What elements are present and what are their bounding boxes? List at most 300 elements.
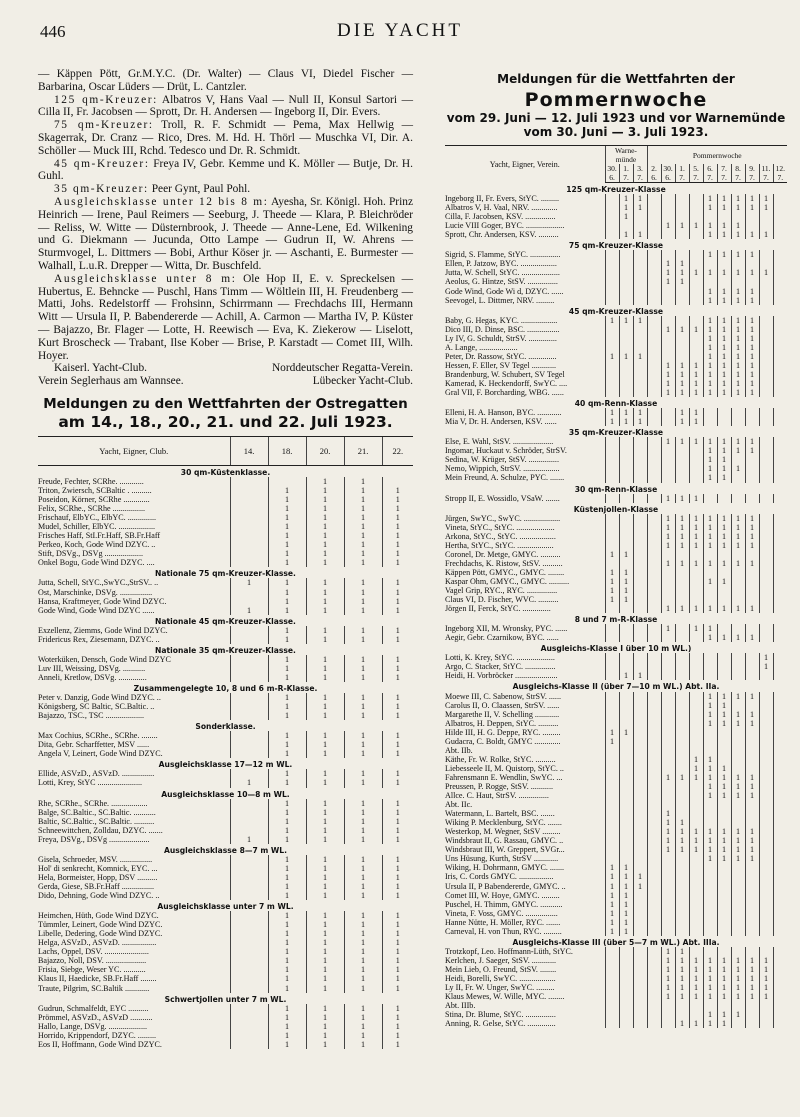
race-entry-mark: 1 [661,845,675,854]
yacht-entry: Kamerad, K. Heckendorff, SwYC. .... [445,378,568,388]
race-entry-mark: 1 [619,212,633,221]
race-entry-mark [230,965,268,974]
race-entry-mark [759,1001,773,1010]
class-heading-row [445,397,787,408]
table-row [445,287,787,296]
race-entry-mark [633,379,647,388]
race-entry-mark: 1 [306,588,344,597]
race-entry-mark [731,1019,745,1028]
race-entry-mark [633,891,647,900]
yacht-entry: Else, E. Wahl, StSV. .................... [445,437,554,447]
race-entry-mark [689,671,703,680]
table-row [38,578,413,587]
race-entry-mark: 1 [717,1010,731,1019]
race-entry-mark [633,818,647,827]
yacht-entry: Dita, Gebr. Scharffetter, MSV ...... [38,740,150,750]
race-entry-mark: 1 [675,388,689,397]
race-entry-mark: 1 [717,992,731,1001]
race-entry-mark [773,882,787,891]
race-entry-mark [661,203,675,212]
yacht-entry: Wiking P. Mecklenburg, StYC. ....... [445,818,562,828]
race-entry-mark: 1 [717,773,731,782]
yacht-entry: Baby, G. Hegas, KYC. .................. [445,315,558,325]
race-entry-mark: 1 [268,588,306,597]
table-row [38,702,413,711]
column-header-date: 14. [230,436,268,465]
race-entry-mark [605,764,619,773]
race-entry-mark [605,532,619,541]
race-entry-mark [230,664,268,673]
race-entry-mark [717,872,731,881]
class-heading-row [445,936,787,947]
table-row [445,927,787,936]
race-entry-mark: 1 [731,965,745,974]
yacht-entry: Anning, R. Gelse, StYC. .............. [445,1019,556,1029]
race-entry-mark [661,417,675,426]
race-entry-mark [717,728,731,737]
race-entry-mark [717,947,731,956]
race-entry-mark: 1 [230,778,268,787]
race-entry-mark [647,983,661,992]
race-entry-mark: 1 [382,965,413,974]
race-entry-mark [647,370,661,379]
race-entry-mark [633,956,647,965]
race-entry-mark [619,764,633,773]
race-entry-mark [619,334,633,343]
table-row [38,477,413,486]
race-entry-mark: 1 [675,532,689,541]
race-entry-mark [633,559,647,568]
race-entry-mark [745,473,759,482]
race-entry-mark [661,352,675,361]
race-entry-mark [605,446,619,455]
race-entry-mark [773,845,787,854]
race-entry-mark [647,417,661,426]
yacht-entry: Max Cochius, SCRhe., SCRhe. ........ [38,731,158,741]
race-entry-mark [759,550,773,559]
race-entry-mark [675,550,689,559]
race-entry-mark [759,773,773,782]
race-entry-mark [633,568,647,577]
race-entry-mark [647,746,661,755]
race-entry-mark [619,947,633,956]
race-entry-mark [230,911,268,920]
race-entry-mark [647,343,661,352]
race-entry-mark [633,755,647,764]
race-entry-mark [675,577,689,586]
race-entry-mark: 1 [306,693,344,702]
yacht-entry: A. Lange, ................... [445,342,518,352]
entries-paragraph-45qm [38,158,413,184]
yacht-entry: Mudel, Schiller, ElbYC. .................. [38,522,156,532]
race-entry-mark: 1 [306,873,344,882]
race-entry-mark [689,259,703,268]
race-entry-mark: 1 [731,268,745,277]
race-entry-mark: 1 [344,965,382,974]
race-entry-mark [605,494,619,503]
race-entry-mark [619,992,633,1001]
race-entry-mark: 1 [268,549,306,558]
race-entry-mark [773,296,787,305]
race-entry-mark [773,836,787,845]
race-entry-mark: 1 [717,473,731,482]
race-entry-mark: 1 [268,693,306,702]
race-entry-mark: 1 [605,909,619,918]
race-entry-mark [773,900,787,909]
race-entry-mark [647,845,661,854]
table-row [445,577,787,586]
race-entry-mark: 1 [306,673,344,682]
race-entry-mark [745,947,759,956]
table-row [445,882,787,891]
race-entry-mark [605,653,619,662]
race-entry-mark [759,586,773,595]
race-entry-mark [661,568,675,577]
race-entry-mark: 1 [619,550,633,559]
race-entry-mark [661,863,675,872]
race-entry-mark [773,259,787,268]
race-entry-mark: 1 [703,845,717,854]
race-entry-mark: 1 [344,808,382,817]
race-entry-mark: 1 [759,983,773,992]
race-entry-mark [689,464,703,473]
table-row [38,711,413,720]
race-entry-mark: 1 [703,764,717,773]
class-heading-row [38,900,413,911]
race-entry-mark: 1 [731,446,745,455]
yacht-entry: Mein Freund, A. Schulze, PYC. ....... [445,473,565,483]
race-entry-mark: 1 [731,854,745,863]
race-entry-mark: 1 [661,325,675,334]
race-entry-mark [759,633,773,642]
pommernwoche-title: Pommernwoche [524,89,708,111]
race-entry-mark: 1 [703,604,717,613]
race-entry-mark: 1 [675,947,689,956]
race-entry-mark: 1 [689,523,703,532]
race-entry-mark: 1 [306,817,344,826]
race-entry-mark: 1 [703,203,717,212]
race-entry-mark: 1 [675,259,689,268]
race-entry-mark [605,624,619,633]
race-entry-mark: 1 [382,1022,413,1031]
race-entry-mark [619,965,633,974]
race-entry-mark: 1 [675,325,689,334]
race-entry-mark: 1 [675,437,689,446]
race-entry-mark: 1 [268,513,306,522]
yacht-entry: Heidi, Borelli, SwYC. .................. [445,973,556,983]
race-entry-mark [759,800,773,809]
race-entry-mark: 1 [703,1010,717,1019]
yacht-entry: Gode Wind, Gode Wi d, DZYC. ...... [445,286,564,296]
race-entry-mark [661,791,675,800]
race-entry-mark [689,1001,703,1010]
race-entry-mark [230,1031,268,1040]
yacht-entry: Moewe III, C. Sabenow, StrSV. ...... [445,691,562,701]
yacht-entry: Sigrid, S. Flamme, StYC. ............... [445,250,561,260]
race-entry-mark: 1 [619,927,633,936]
race-entry-mark: 1 [675,370,689,379]
table-row [445,277,787,286]
race-entry-mark: 1 [605,595,619,604]
race-entry-mark [703,728,717,737]
race-entry-mark: 1 [382,578,413,587]
race-entry-mark [773,854,787,863]
table-row [445,701,787,710]
race-entry-mark [731,918,745,927]
race-entry-mark [605,250,619,259]
race-entry-mark [647,633,661,642]
table-row [445,891,787,900]
yacht-entry: Aeolus, G. Hintze, StSV. ............... [445,277,558,287]
race-entry-mark: 1 [268,531,306,540]
race-entry-mark [717,671,731,680]
race-entry-mark [619,662,633,671]
table-row [445,437,787,446]
race-entry-mark [675,203,689,212]
race-entry-mark [717,417,731,426]
race-entry-mark [230,826,268,835]
yacht-entry: Heimchen, Hüth, Gode Wind DZYC. [38,911,159,921]
race-entry-mark: 1 [382,522,413,531]
yacht-entry: Jutta, W. Schell, StYC. ................... [445,268,560,278]
race-entry-mark: 1 [731,221,745,230]
race-entry-mark [675,900,689,909]
race-entry-mark: 1 [731,541,745,550]
race-entry-mark [759,259,773,268]
race-entry-mark [619,737,633,746]
race-entry-mark: 1 [703,983,717,992]
class-heading: Nationale 35 qm-Kreuzer-Klasse. [155,645,296,655]
race-entry-mark [605,437,619,446]
class-label: Ausgleichsklasse unter 8 m: [54,272,237,285]
race-entry-mark: 1 [268,1004,306,1013]
class-heading-row [445,613,787,624]
race-entry-mark [717,737,731,746]
race-entry-mark [731,259,745,268]
race-entry-mark: 1 [675,417,689,426]
race-entry-mark: 1 [306,974,344,983]
race-entry-mark: 1 [382,513,413,522]
race-entry-mark: 1 [759,653,773,662]
race-entry-mark: 1 [675,277,689,286]
race-entry-mark: 1 [717,268,731,277]
yacht-entry: Baltic, SC.Baltic., SC.Baltic. .......... [38,816,155,826]
yacht-entry: Windsbraut II, G. Rassau, GMYC. .. [445,836,564,846]
race-entry-mark: 1 [689,325,703,334]
race-entry-mark [689,352,703,361]
race-entry-mark: 1 [661,361,675,370]
race-entry-mark [759,361,773,370]
race-entry-mark: 1 [382,882,413,891]
race-entry-mark: 1 [306,540,344,549]
race-entry-mark [689,653,703,662]
race-entry-mark [675,800,689,809]
race-entry-mark [731,900,745,909]
race-entry-mark: 1 [661,277,675,286]
race-entry-mark [647,455,661,464]
race-entry-mark: 1 [306,655,344,664]
race-entry-mark: 1 [633,203,647,212]
yacht-entry: Balge, SC.Baltic., SC.Baltic. ........... [38,807,156,817]
race-entry-mark [731,737,745,746]
race-entry-mark [703,947,717,956]
race-entry-mark: 1 [675,836,689,845]
race-entry-mark: 1 [268,606,306,615]
race-entry-mark [619,773,633,782]
race-entry-mark: 1 [745,343,759,352]
race-entry-mark: 1 [745,316,759,325]
yacht-entry: Ingomar, Huckaut v. Schröder, StrSV. [445,446,567,456]
race-entry-mark [647,854,661,863]
race-entry-mark [759,212,773,221]
race-entry-mark [717,927,731,936]
race-entry-mark: 1 [230,835,268,844]
column-header-date: 7. 7. [717,164,731,183]
race-entry-mark [647,671,661,680]
race-entry-mark [633,965,647,974]
table-row [445,212,787,221]
race-entry-mark: 1 [619,417,633,426]
race-entry-mark: 1 [605,550,619,559]
class-heading: Nationale 45 qm-Kreuzer-Klasse. [155,616,296,626]
race-entry-mark [773,361,787,370]
class-heading-row [445,239,787,250]
race-entry-mark [633,604,647,613]
race-entry-mark [647,956,661,965]
race-entry-mark [689,1010,703,1019]
race-entry-mark [731,473,745,482]
race-entry-mark: 1 [633,408,647,417]
race-entry-mark [647,559,661,568]
race-entry-mark: 1 [306,664,344,673]
race-entry-mark [759,692,773,701]
class-heading-row [445,680,787,691]
yacht-entry: Hol' di senkrecht, Komnick, EYC. ... [38,863,158,873]
table-row [445,909,787,918]
race-entry-mark [605,845,619,854]
race-entry-mark [745,277,759,286]
race-entry-mark [605,992,619,1001]
race-entry-mark [619,983,633,992]
table-row [38,635,413,644]
right-column [445,68,787,1028]
race-entry-mark: 1 [689,370,703,379]
race-entry-mark: 1 [717,956,731,965]
race-entry-mark [661,250,675,259]
race-entry-mark [689,891,703,900]
race-entry-mark [675,296,689,305]
race-entry-mark [759,909,773,918]
yacht-entry: Frisches Haff, StI.Fr.Haff, SB.Fr.Haff [38,531,161,541]
class-heading-row [445,503,787,514]
race-entry-mark: 1 [731,983,745,992]
table-row [38,540,413,549]
race-entry-mark: 1 [633,882,647,891]
race-entry-mark [647,662,661,671]
race-entry-mark [647,965,661,974]
race-entry-mark [689,595,703,604]
table-row [445,836,787,845]
race-entry-mark [689,296,703,305]
race-entry-mark [230,855,268,864]
race-entry-mark [759,872,773,881]
race-entry-mark [759,296,773,305]
race-entry-mark [717,800,731,809]
column-header-date: 30. 6. [605,164,619,183]
race-entry-mark: 1 [717,974,731,983]
race-entry-mark: 1 [382,693,413,702]
race-entry-mark [605,212,619,221]
table-row [38,778,413,787]
race-entry-mark: 1 [344,664,382,673]
race-entry-mark: 1 [745,268,759,277]
race-entry-mark: 1 [268,864,306,873]
yacht-entry: Brandenburg, W. Schubert, SV Tegel [445,369,565,379]
race-entry-mark: 1 [268,1040,306,1049]
race-entry-mark: 1 [306,882,344,891]
table-row [38,1004,413,1013]
race-entry-mark: 1 [344,911,382,920]
race-entry-mark [773,624,787,633]
race-entry-mark: 1 [745,992,759,1001]
race-entry-mark [703,818,717,827]
race-entry-mark: 1 [661,221,675,230]
table-row [445,992,787,1001]
race-entry-mark [675,633,689,642]
race-entry-mark [230,588,268,597]
race-entry-mark [745,494,759,503]
yacht-entry: Preussen, P. Rogge, StSV. ........... [445,782,554,791]
race-entry-mark [759,464,773,473]
race-entry-mark [773,755,787,764]
race-entry-mark [773,250,787,259]
race-entry-mark: 1 [661,974,675,983]
race-entry-mark: 1 [731,827,745,836]
race-entry-mark [759,455,773,464]
race-entry-mark [661,872,675,881]
race-entry-mark [633,624,647,633]
race-entry-mark: 1 [633,230,647,239]
race-entry-mark: 1 [717,1019,731,1028]
race-entry-mark [731,1001,745,1010]
race-entry-mark [703,259,717,268]
race-entry-mark [759,334,773,343]
table-row [445,863,787,872]
class-heading: 30 qm-Renn-Klasse [574,484,658,494]
race-entry-mark [230,673,268,682]
race-entry-mark [605,287,619,296]
race-entry-mark: 1 [675,983,689,992]
race-entry-mark [633,791,647,800]
table-row [445,791,787,800]
race-entry-mark: 1 [344,817,382,826]
race-entry-mark: 1 [745,230,759,239]
race-entry-mark: 1 [382,1031,413,1040]
class-heading-row [38,720,413,731]
race-entry-mark [759,473,773,482]
race-entry-mark: 1 [382,635,413,644]
yacht-entry: Horrido, Krippendorf, DZYC. ......... [38,1030,157,1040]
race-entry-mark [703,417,717,426]
race-entry-mark [759,764,773,773]
race-entry-mark: 1 [268,808,306,817]
class-heading: Ausgleichsklasse 8—7 m WL. [163,845,288,855]
race-entry-mark [661,464,675,473]
race-entry-mark: 1 [268,873,306,882]
race-entry-mark: 1 [382,504,413,513]
yacht-entry: Felix, SCRhe., SCRhe ................ [38,504,146,514]
race-entry-mark: 1 [661,983,675,992]
